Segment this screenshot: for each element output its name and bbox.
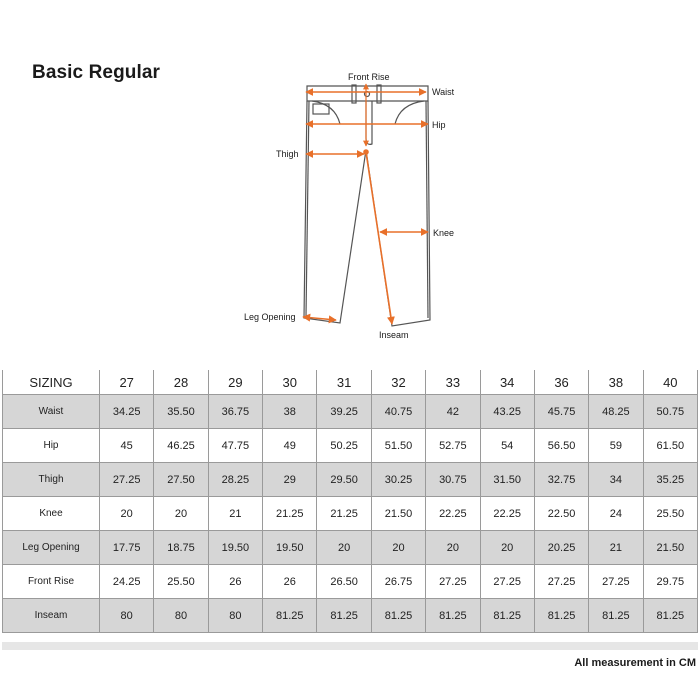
size-header-34: 34 (480, 370, 534, 395)
table-cell: 29.50 (317, 463, 371, 497)
table-cell: 20 (317, 531, 371, 565)
table-cell: 61.50 (643, 429, 697, 463)
sizing-header-row (3, 370, 698, 395)
table-cell: 34 (589, 463, 643, 497)
table-cell: 80 (100, 599, 154, 633)
size-header-31: 31 (317, 370, 371, 395)
size-header-36: 36 (534, 370, 588, 395)
table-cell: 25.50 (643, 497, 697, 531)
table-cell: 20 (100, 497, 154, 531)
table-cell: 20 (480, 531, 534, 565)
sizing-table (2, 370, 698, 633)
table-cell: 47.75 (208, 429, 262, 463)
page-title: Basic Regular (32, 62, 161, 83)
table-cell: 40.75 (371, 395, 425, 429)
hip-label: Hip (432, 120, 446, 130)
sizing-row-front-rise (3, 565, 698, 599)
row-label: Waist (3, 395, 100, 429)
inseam-label: Inseam (379, 330, 409, 340)
table-cell: 21 (589, 531, 643, 565)
table-cell: 26.50 (317, 565, 371, 599)
table-cell: 46.25 (154, 429, 208, 463)
row-label: Hip (3, 429, 100, 463)
sizing-row-inseam (3, 599, 698, 633)
table-cell: 20 (371, 531, 425, 565)
table-cell: 21.25 (317, 497, 371, 531)
table-cell: 21.50 (643, 531, 697, 565)
table-cell: 36.75 (208, 395, 262, 429)
sizing-row-hip (3, 429, 698, 463)
size-header-33: 33 (426, 370, 480, 395)
table-cell: 43.25 (480, 395, 534, 429)
table-cell: 17.75 (100, 531, 154, 565)
table-cell: 21 (208, 497, 262, 531)
table-cell: 29 (263, 463, 317, 497)
measurement-arrows (303, 84, 428, 324)
table-cell: 81.25 (317, 599, 371, 633)
table-cell: 24 (589, 497, 643, 531)
front-rise-label: Front Rise (348, 72, 390, 82)
table-cell: 50.25 (317, 429, 371, 463)
size-header-38: 38 (589, 370, 643, 395)
table-cell: 31.50 (480, 463, 534, 497)
table-cell: 81.25 (371, 599, 425, 633)
table-cell: 35.50 (154, 395, 208, 429)
table-cell: 80 (154, 599, 208, 633)
knee-label: Knee (433, 228, 455, 238)
row-label: Inseam (3, 599, 100, 633)
table-cell: 29.75 (643, 565, 697, 599)
table-cell: 42 (426, 395, 480, 429)
table-cell: 22.25 (480, 497, 534, 531)
sizing-row-leg-opening (3, 531, 698, 565)
table-cell: 21.25 (263, 497, 317, 531)
table-cell: 20 (426, 531, 480, 565)
table-cell: 27.25 (589, 565, 643, 599)
table-cell: 48.25 (589, 395, 643, 429)
sizing-row-knee (3, 497, 698, 531)
table-cell: 28.25 (208, 463, 262, 497)
table-cell: 81.25 (426, 599, 480, 633)
size-header-29: 29 (208, 370, 262, 395)
table-cell: 81.25 (534, 599, 588, 633)
table-cell: 54 (480, 429, 534, 463)
table-cell: 25.50 (154, 565, 208, 599)
table-cell: 32.75 (534, 463, 588, 497)
table-cell: 24.25 (100, 565, 154, 599)
table-cell: 26.75 (371, 565, 425, 599)
size-header-32: 32 (371, 370, 425, 395)
table-cell: 27.50 (154, 463, 208, 497)
row-label: Knee (3, 497, 100, 531)
table-cell: 59 (589, 429, 643, 463)
waist-label: Waist (432, 87, 455, 97)
sizing-header-label: SIZING (3, 370, 100, 395)
table-cell: 51.50 (371, 429, 425, 463)
table-cell: 39.25 (317, 395, 371, 429)
table-cell: 19.50 (263, 531, 317, 565)
table-cell: 50.75 (643, 395, 697, 429)
table-cell: 81.25 (589, 599, 643, 633)
table-cell: 26 (263, 565, 317, 599)
table-cell: 20.25 (534, 531, 588, 565)
table-cell: 19.50 (208, 531, 262, 565)
table-cell: 21.50 (371, 497, 425, 531)
sizing-row-waist (3, 395, 698, 429)
table-cell: 30.75 (426, 463, 480, 497)
table-cell: 27.25 (534, 565, 588, 599)
thigh-label: Thigh (276, 149, 299, 159)
leg-opening-label: Leg Opening (244, 312, 296, 322)
table-cell: 22.50 (534, 497, 588, 531)
pants-outline (304, 85, 430, 326)
table-cell: 56.50 (534, 429, 588, 463)
table-cell: 20 (154, 497, 208, 531)
table-cell: 81.25 (643, 599, 697, 633)
table-cell: 27.25 (480, 565, 534, 599)
size-header-40: 40 (643, 370, 697, 395)
table-cell: 22.25 (426, 497, 480, 531)
table-cell: 27.25 (100, 463, 154, 497)
measurement-unit-note: All measurement in CM (574, 657, 696, 669)
size-header-28: 28 (154, 370, 208, 395)
table-cell: 49 (263, 429, 317, 463)
table-cell: 38 (263, 395, 317, 429)
row-label: Thigh (3, 463, 100, 497)
size-header-30: 30 (263, 370, 317, 395)
table-cell: 81.25 (263, 599, 317, 633)
table-cell: 34.25 (100, 395, 154, 429)
table-cell: 81.25 (480, 599, 534, 633)
table-cell: 45.75 (534, 395, 588, 429)
table-cell: 52.75 (426, 429, 480, 463)
table-cell: 26 (208, 565, 262, 599)
table-cell: 80 (208, 599, 262, 633)
table-cell: 35.25 (643, 463, 697, 497)
row-label: Front Rise (3, 565, 100, 599)
sizing-row-thigh (3, 463, 698, 497)
table-cell: 27.25 (426, 565, 480, 599)
table-cell: 45 (100, 429, 154, 463)
table-cell: 30.25 (371, 463, 425, 497)
table-bottom-bar (2, 642, 698, 650)
size-header-27: 27 (100, 370, 154, 395)
table-cell: 18.75 (154, 531, 208, 565)
row-label: Leg Opening (3, 531, 100, 565)
